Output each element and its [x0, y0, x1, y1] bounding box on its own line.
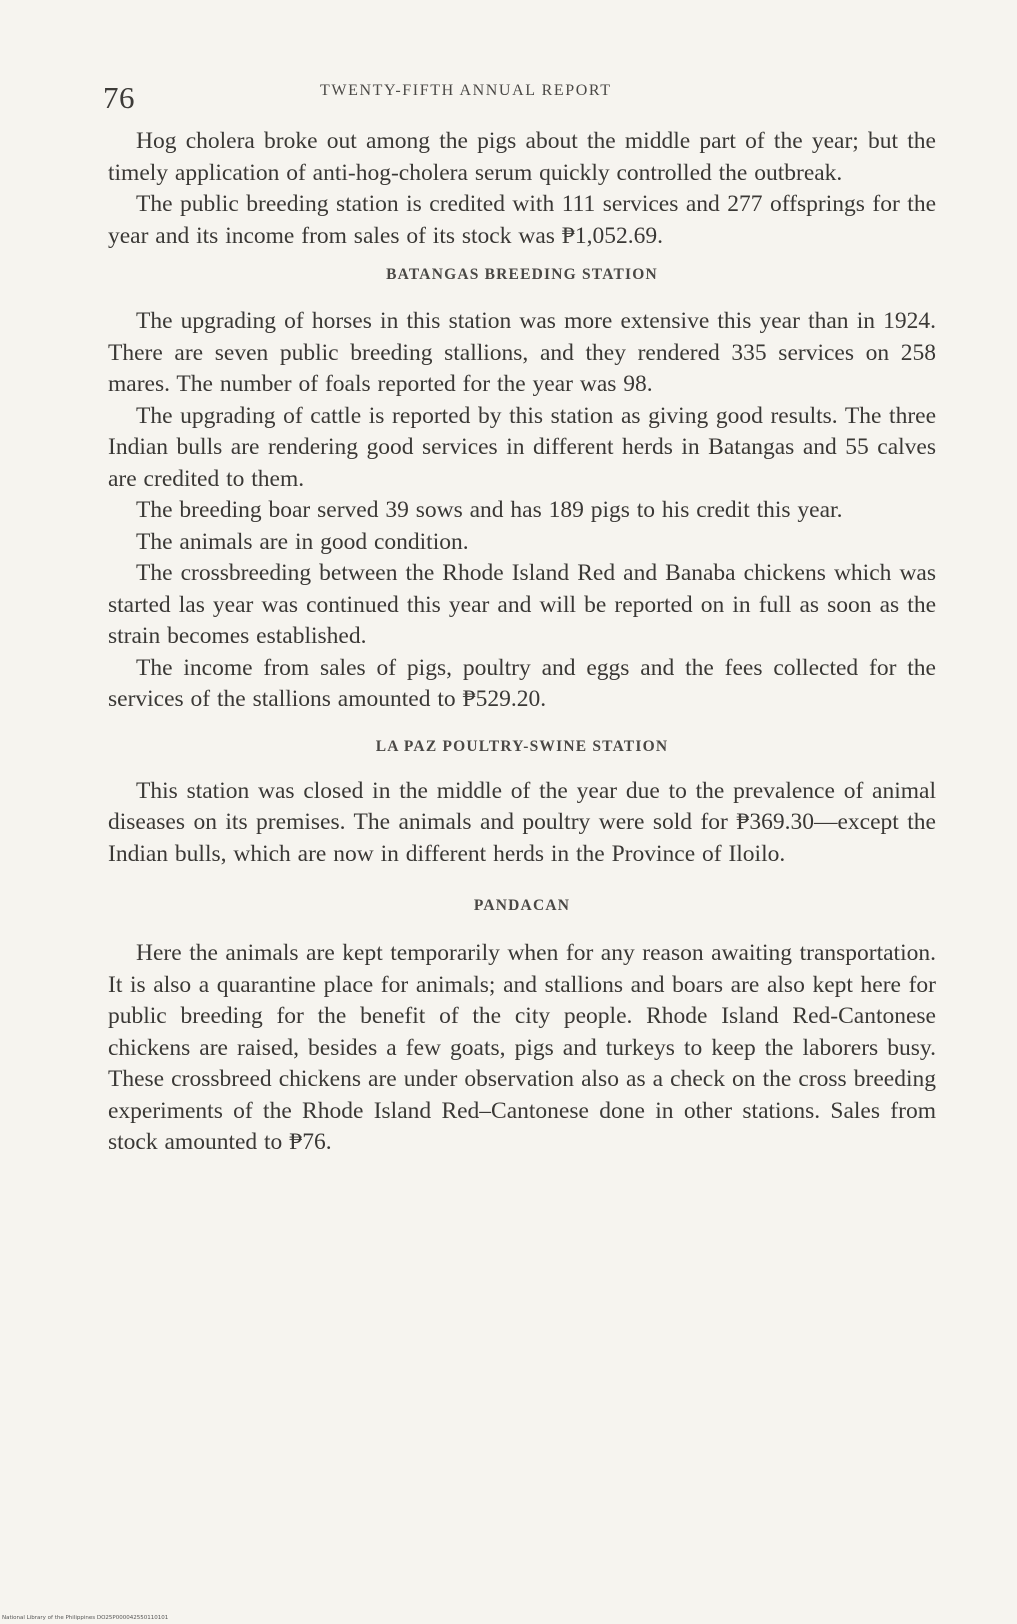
paragraph-crossbreeding: The crossbreeding between the Rhode Island Red and Banaba chickens which was started las year was continued this year and will be reported on in full as soon as the strain becomes established. — [108, 560, 936, 649]
paragraph-animal-condition: The animals are in good condition. — [136, 528, 469, 555]
section-heading-batangas: BATANGAS BREEDING STATION — [386, 266, 658, 283]
paragraph-hog-cholera: Hog cholera broke out among the pigs about the middle part of the year; but the timely application of anti-hog-cholera serum quickly controlled the outbreak. — [108, 128, 936, 186]
paragraph-pandacan: Here the animals are kept temporarily when for any reason awaiting transportation. It is also a quarantine place for animals; and stallions and boars are also kept here for public breeding for the benefit of the city people. Rhode Island Red-Cantonese chickens are raised, besides a few goats, pigs and turkeys to keep the laborers busy. These crossbreed chickens are under observation also as a check on the cross breeding experiments of the Rhode Island Red–Cantonese done in other stations. Sales from stock amounted to ₱76. — [108, 940, 936, 1155]
paragraph-horses: The upgrading of horses in this station was more extensive this year than in 1924. There are seven public breeding stallions, and they rendered 335 services on 258 mares. The number of foals reported for the year was 98. — [108, 308, 936, 397]
running-head: TWENTY-FIFTH ANNUAL REPORT — [320, 82, 612, 99]
paragraph-public-breeding-station: The public breeding station is credited with 111 services and 277 offsprings for the year and its income from sales of its stock was ₱1,052.69. — [108, 191, 936, 249]
page-number: 76 — [103, 80, 135, 115]
paragraph-boar: The breeding boar served 39 sows and has 189 pigs to his credit this year. — [136, 497, 843, 523]
section-heading-pandacan: PANDACAN — [473, 897, 571, 914]
paragraph-cattle: The upgrading of cattle is reported by this station as giving good results. The three Indian bulls are rendering good services in different herds in Batangas and 55 calves are credited to them. — [108, 402, 936, 492]
body-text — [108, 126, 936, 1159]
paragraph-la-paz: This station was closed in the middle of the year due to the prevalence of animal diseases on its premises. The animals and poultry were sold for ₱369.30—except the Indian bulls, which are now in different herds in the Province of Iloilo. — [108, 777, 936, 867]
paragraph-batangas-income: The income from sales of pigs, poultry and eggs and the fees collected for the services of the stallions amounted to ₱529.20. — [108, 654, 936, 712]
footer-source-line: National Library of the Philippines DO25P000042550110101 — [2, 1615, 169, 1621]
section-heading-la-paz: LA PAZ POULTRY-SWINE STATION — [375, 737, 669, 755]
